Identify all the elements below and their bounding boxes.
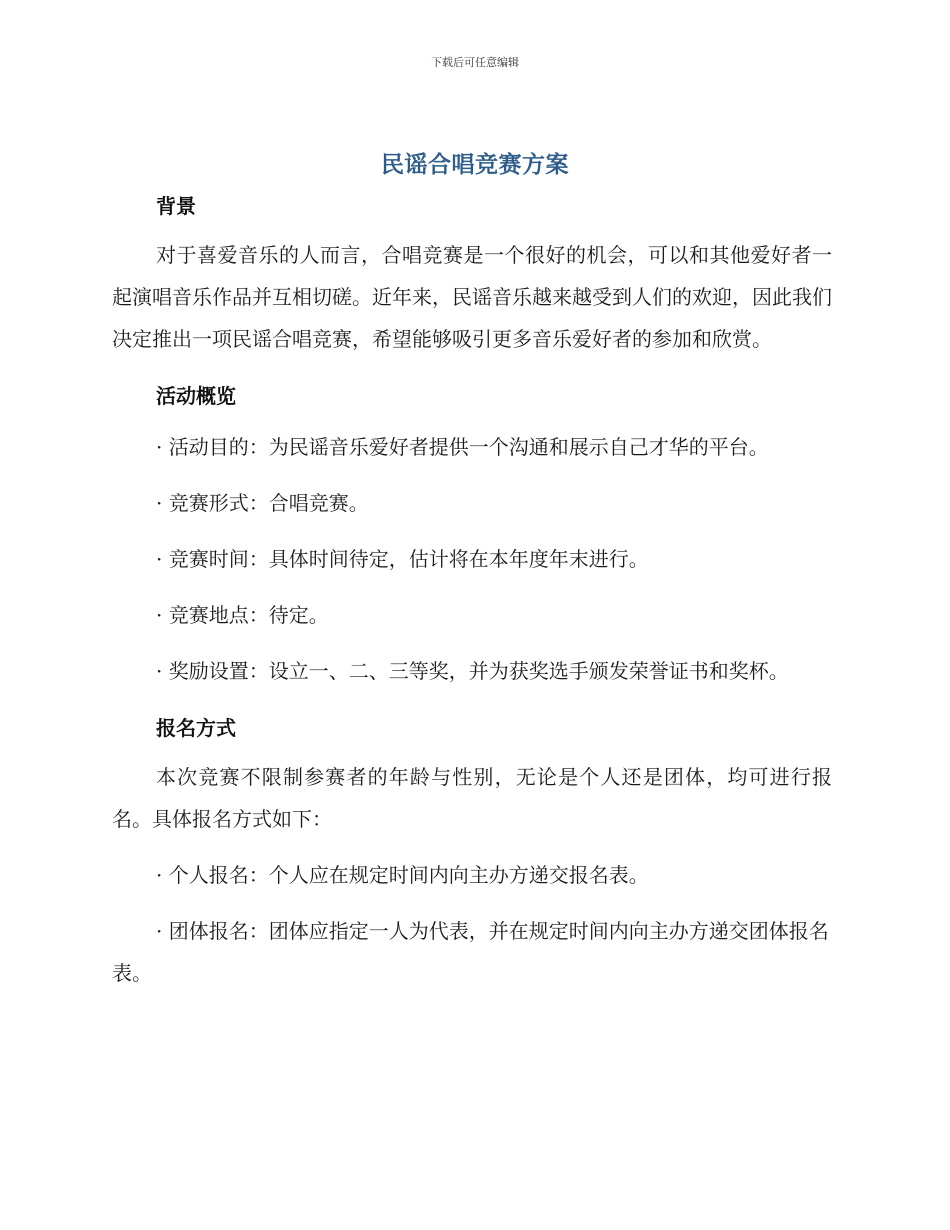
registration-paragraph: 本次竞赛不限制参赛者的年龄与性别，无论是个人还是团体，均可进行报名。具体报名方式如下： bbox=[112, 765, 832, 831]
registration-item-individual: · 个人报名：个人应在规定时间内向主办方递交报名表。 bbox=[156, 863, 649, 887]
overview-item-awards: · 奖励设置：设立一、二、三等奖，并为获奖选手颁发荣誉证书和奖杯。 bbox=[156, 659, 789, 683]
overview-item-purpose: · 活动目的：为民谣音乐爱好者提供一个沟通和展示自己才华的平台。 bbox=[156, 435, 769, 459]
background-paragraph: 对于喜爱音乐的人而言，合唱竞赛是一个很好的机会，可以和其他爱好者一起演唱音乐作品并互相切磋。近年来，民谣音乐越来越受到人们的欢迎，因此我们决定推出一项民谣合唱竞赛，希望能够吸引更多音乐爱好者的参加和欣赏。 bbox=[112, 243, 832, 351]
overview-item-format: · 竞赛形式：合唱竞赛。 bbox=[156, 491, 369, 515]
registration-item-group: · 团体报名：团体应指定一人为代表，并在规定时间内向主办方递交团体报名表。 bbox=[112, 919, 829, 985]
section-heading-background: 背景 bbox=[156, 194, 196, 218]
header-note: 下载后可任意编辑 bbox=[431, 56, 519, 69]
section-heading-registration: 报名方式 bbox=[156, 716, 236, 740]
overview-item-venue: · 竞赛地点：待定。 bbox=[156, 603, 329, 627]
overview-item-time: · 竞赛时间：具体时间待定，估计将在本年度年末进行。 bbox=[156, 547, 649, 571]
document-title: 民谣合唱竞赛方案 bbox=[381, 152, 569, 178]
section-heading-overview: 活动概览 bbox=[156, 384, 236, 408]
document-body bbox=[112, 190, 832, 994]
